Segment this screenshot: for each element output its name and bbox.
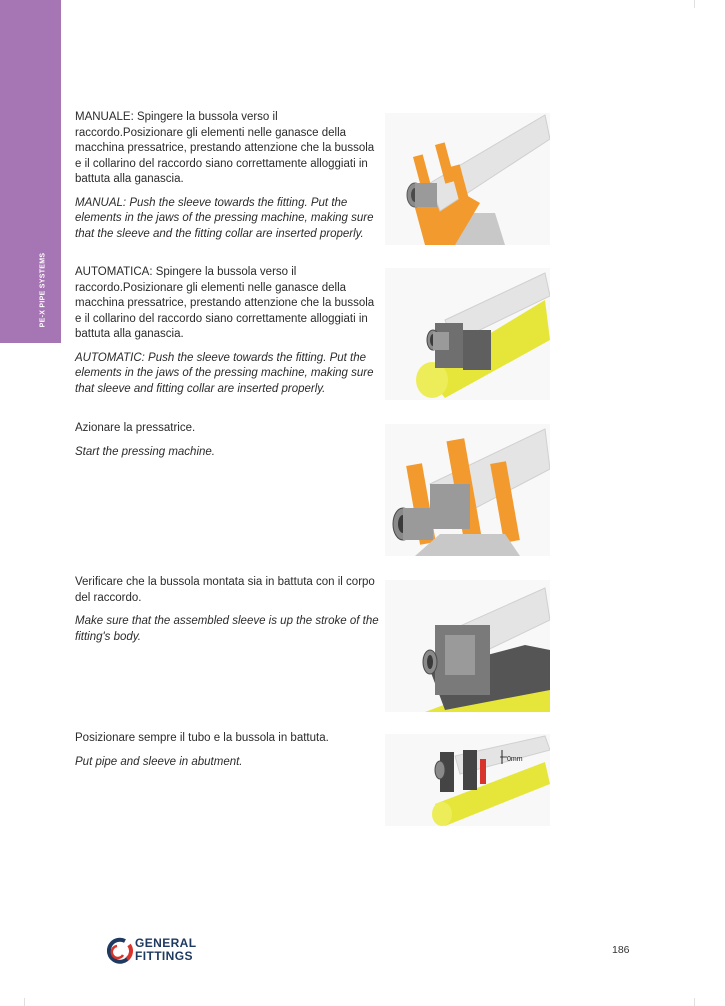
illustration-pressing [385,424,550,556]
step-text-italian: MANUALE: Spingere la bussola verso il raccordo.Posizionare gli elementi nelle ganasce della macchina pressatrice, prestando attenzione che la bussola e il collarino del raccordo siano correttamente alloggiati in battuta alla ganascia. [75,111,375,185]
sidebar-tab [0,0,61,343]
illustration-verify-sleeve [385,580,550,712]
illustration-automatic-press [385,268,550,400]
logo [107,937,207,965]
step-text-english: Start the pressing machine. [75,445,215,458]
crop-mark [694,0,695,8]
gap-label: 0mm [507,756,523,763]
sidebar-label: PE-X PIPE SYSTEMS [39,252,47,328]
illustration-manual-press [385,113,550,245]
step-automatic [75,265,383,397]
step-text-italian: AUTOMATICA: Spingere la bussola verso il raccordo.Posizionare gli elementi nelle ganasce della macchina pressatrice, prestando attenzione che la bussola e il collarino del raccordo siano correttamente alloggiati in battuta alla ganascia. [75,266,375,340]
logo-icon [107,937,133,965]
logo-text-line1: GENERAL [135,936,197,950]
step-abutment [75,731,383,770]
step-text-italian: Posizionare sempre il tubo e la bussola in battuta. [75,732,329,744]
step-text-english: Put pipe and sleeve in abutment. [75,755,243,768]
step-verify-sleeve [75,575,383,645]
logo-text-line2: FITTINGS [135,948,193,963]
step-manual [75,110,383,242]
step-start-press [75,421,383,460]
crop-mark [694,998,695,1006]
step-text-english: AUTOMATIC: Push the sleeve towards the fitting. Put the elements in the jaws of the pressing machine, making sure that sleeve and fitting collar are inserted properly. [75,351,374,395]
step-text-italian: Azionare la pressatrice. [75,422,196,434]
page-number: 186 [612,944,630,956]
illustration-abutment [385,734,550,826]
step-text-italian: Verificare che la bussola montata sia in battuta con il corpo del raccordo. [75,576,375,604]
logo-text [135,937,196,962]
step-text-english: MANUAL: Push the sleeve towards the fitting. Put the elements in the jaws of the pressing machine, making sure that the sleeve and the fitting collar are inserted properly. [75,196,374,240]
crop-mark [24,998,25,1006]
step-text-english: Make sure that the assembled sleeve is up the stroke of the fitting's body. [75,615,379,643]
